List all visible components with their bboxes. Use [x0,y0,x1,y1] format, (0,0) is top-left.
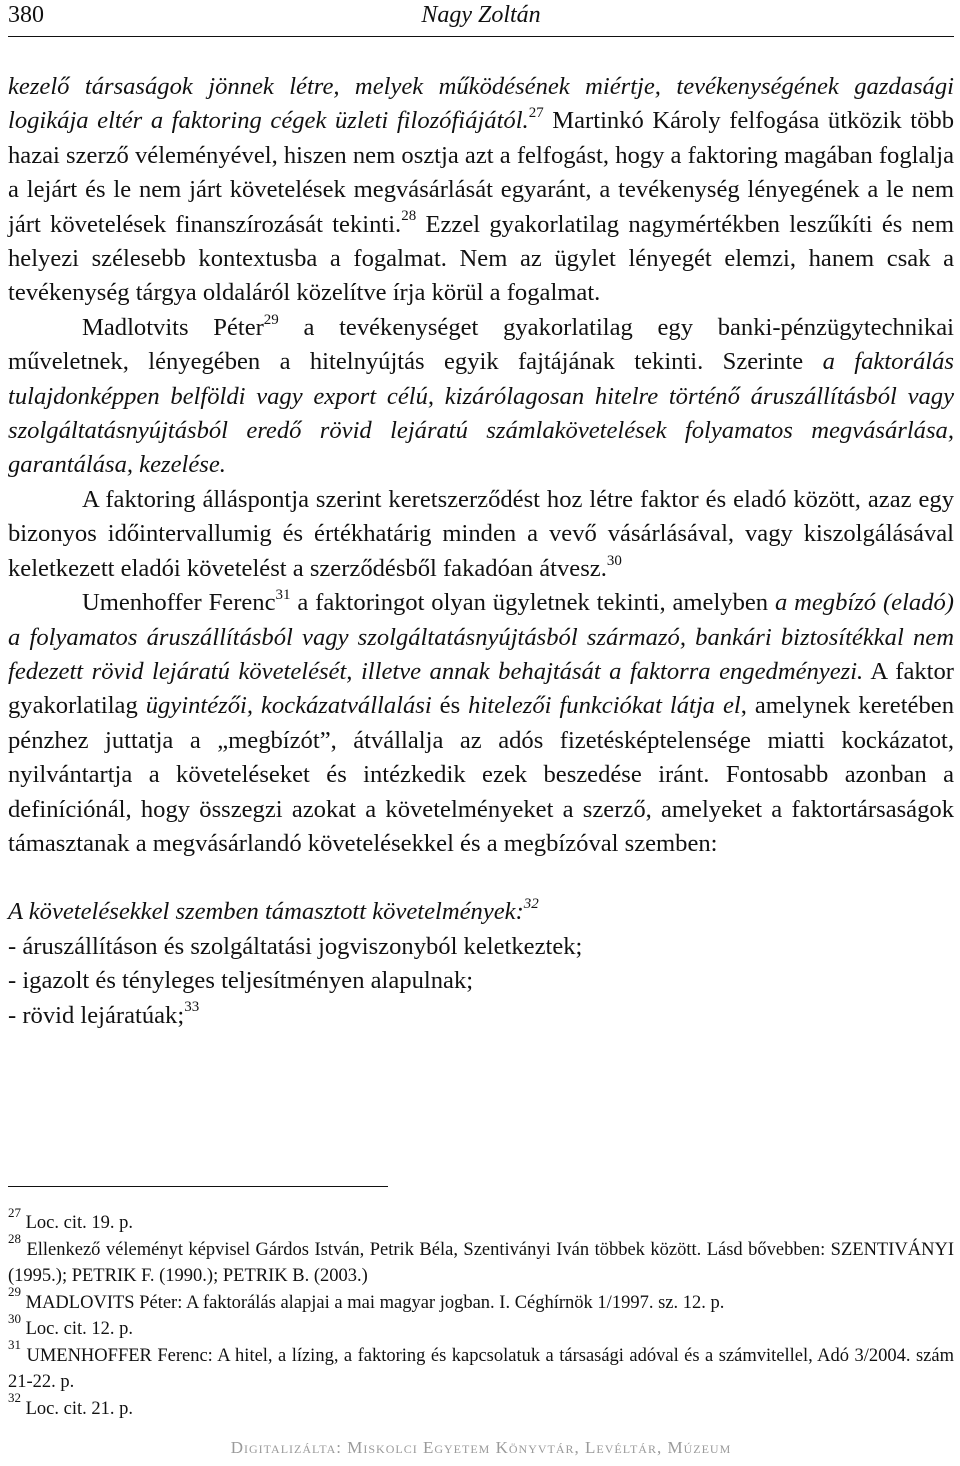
paragraph-1-text-continued: Ezzel gyakorlatilag nagymértékben leszűkíti és nem helyezi szélesebb kontextusba a fogalmat. Nem az ügylet lényegét elemzi, hanem csak a tevékenység tárgya oldaláról közelítve írja körül a fogalmat. [8,210,954,307]
paragraph-1-italic: kezelő társaságok jönnek létre, melyek működésének miértje, tevékenységének gazdasági logikája eltér a faktoring cégek üzleti filozófiájától. [8,73,954,135]
list-item [8,999,954,1033]
list-heading [8,895,954,929]
footnote [8,1231,954,1290]
paragraph-3 [8,483,954,586]
paragraph-4-author: Umenhoffer Ferenc [82,589,276,617]
body-text [8,70,954,1033]
paragraph-4 [8,586,954,861]
paragraph-2 [8,311,954,483]
paragraph-2-text: a tevékenységet gyakorlatilag egy banki-pénzügytechnikai műveletnek, lényegében a hitelnyújtás egyik fajtájának tekinti. Szerinte [8,313,954,376]
footnote [8,1310,954,1343]
footnote-number: 30 [8,1310,21,1326]
footnote-text: Loc. cit. 21. p. [21,1398,134,1419]
document-page [8,0,954,1466]
footnote [8,1284,954,1317]
list-heading-text: A követelésekkel szemben támasztott követelmények: [8,898,524,926]
paragraph-4-italic-1: a megbízó (eladó) a folyamatos áruszállításból vagy szolgáltatásnyújtásból származó, bankári biztosítékkal nem fedezett rövid lejáratú követelését, illetve annak behajtását a faktorra engedményezi. [8,589,954,685]
footnote-text: Loc. cit. 19. p. [21,1213,134,1233]
footnote-ref-33: 33 [184,999,200,1016]
footnote-ref-31: 31 [275,586,291,603]
footnote-ref-32: 32 [523,896,539,913]
list-item: - áruszállításon és szolgáltatási jogviszonyból keletkeztek; [8,932,583,960]
footnote-number: 32 [8,1390,21,1406]
footnote-divider [8,1186,388,1187]
footnote-ref-27: 27 [528,105,544,122]
paragraph-2-italic: a faktorálás tulajdonképpen belföldi vagy export célú, kizárólagosan hitelre történő áruszállításból vagy szolgáltatásnyújtásból eredő rövid lejáratú számlakövetelések folyamatos megvásárlása, garantálása, kezelése. [8,348,954,479]
footnote [8,1337,954,1396]
footnote-text: MADLOVITS Péter: A faktorálás alapjai a mai magyar jogban. I. Céghírnök 1/1997. sz. 12. p. [21,1292,725,1313]
page-header [8,2,954,37]
paragraph-1 [8,70,954,311]
footnote-number: 31 [8,1337,21,1353]
footnote-text: Loc. cit. 12. p. [21,1319,134,1339]
footnotes [8,1204,954,1422]
footnote-text: Ellenkező véleményt képvisel Gárdos István, Petrik Béla, Szentiványi Iván többek között. Lásd bővebben: SZENTIVÁNYI (1995.); PETRIK F. (1990.); PETRIK B. (2003.) [8,1239,954,1286]
footnote-ref-28: 28 [401,208,417,225]
list-item: - igazolt és tényleges teljesítményen alapulnak; [8,967,474,995]
paragraph-3-text: A faktoring álláspontja szerint keretszerződést hoz létre faktor és eladó között, azaz egy bizonyos időintervallumig és értékhatárig minden a vevő vásárlásával, vagy kiszolgálásával keletkezett eladói követelést a szerződésből fakadóan átvesz. [8,485,954,582]
page-number: 380 [8,2,44,28]
footnote [8,1204,954,1237]
paragraph-4-italic-2: ügyintézői, kockázatvállalási [145,692,432,720]
footnote-ref-30: 30 [606,552,622,569]
paragraph-1-text: Martinkó Károly felfogása ütközik több hazai szerző véleményével, hiszen nem osztja azt a felfogást, hogy a faktoring magában foglalja a lejárt és le nem járt követelések megvásárlását egyaránt, a tevékenység lényegének a le nem járt követelések finanszírozását tekinti. [8,107,954,238]
paragraph-2-author: Madlotvits Péter [82,313,264,341]
footnote-ref-29: 29 [263,311,279,328]
digitization-watermark: Digitalizálta: Miskolci Egyetem Könyvtár, Levéltár, Múzeum [230,1438,732,1457]
paragraph-4-text-2: A faktor gyakorlatilag [8,657,954,720]
paragraph-gap [8,861,954,895]
footnote-number: 27 [8,1204,21,1220]
list-item-text: - rövid lejáratúak; [8,1001,185,1029]
footnote [8,1390,954,1423]
running-head: Nagy Zoltán [421,2,541,28]
paragraph-4-text-3: és [431,692,469,720]
footnote-number: 29 [8,1284,21,1300]
paragraph-4-text: a faktoringot olyan ügyletnek tekinti, amelyben [290,589,775,617]
paragraph-4-italic-3: hitelezői funkciókat látja el [468,692,741,720]
footnote-text: UMENHOFFER Ferenc: A hitel, a lízing, a faktoring és kapcsolatuk a társasági adóval és a számvitellel, Adó 3/2004. szám 21-22. p. [8,1345,954,1392]
footnote-number: 28 [8,1231,21,1247]
paragraph-4-text-4: , amelynek keretében pénzhez juttatja a „megbízót”, átvállalja az adós fizetésképtelensége miatti kockázatot, nyilvántartja a követeléseket és intézkedik ezek beszedése iránt. Fontosabb azonban a definíciónál, hogy összegzi azokat a követelményeket a szerző, amelyeket a faktortársaságok támasztanak a megvásárlandó követelésekkel és a megbízóval szemben: [8,692,954,857]
